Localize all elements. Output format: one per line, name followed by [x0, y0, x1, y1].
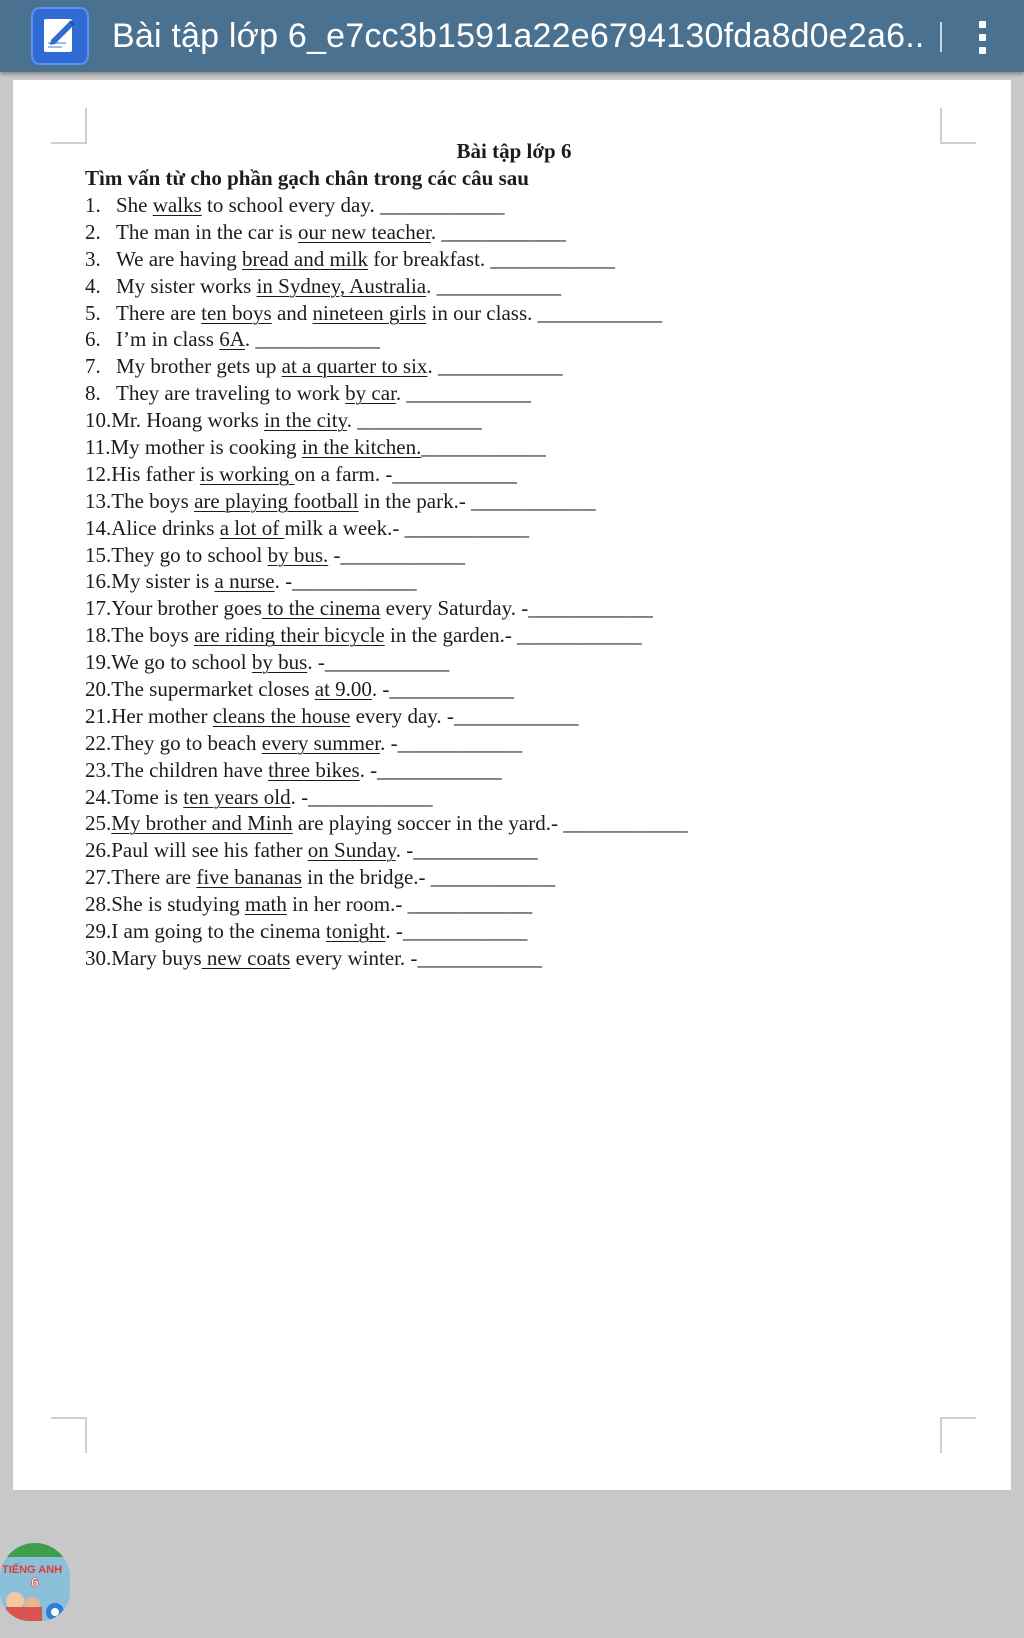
question-number: 11.: [85, 435, 111, 460]
underlined-phrase: at a quarter to six: [281, 354, 428, 379]
question-number: 20.: [85, 677, 112, 702]
question-number: 22.: [85, 730, 112, 755]
question-text: Paul will see his father: [111, 838, 308, 863]
question-item: [85, 461, 965, 488]
more-vertical-icon[interactable]: [968, 14, 998, 60]
question-item: [85, 784, 965, 811]
question-text: .: [346, 408, 358, 433]
question-number: 14.: [85, 515, 112, 540]
underlined-phrase: to the cinema: [261, 596, 381, 621]
question-text: The boys: [111, 623, 195, 648]
question-text: .: [244, 327, 256, 352]
question-text: .: [426, 273, 437, 298]
document-body: [85, 138, 965, 972]
pencil-edit-icon[interactable]: [31, 7, 89, 65]
answer-blank: _____________: [357, 408, 481, 433]
question-text: Alice drinks: [111, 515, 220, 540]
question-text: every Saturday. -: [380, 596, 529, 621]
underlined-phrase: new coats: [201, 945, 291, 970]
question-item: [85, 192, 965, 219]
page-title: Bài tập lớp 6: [456, 139, 572, 163]
answer-blank: _____________: [430, 865, 555, 890]
question-item: [85, 380, 965, 407]
underlined-phrase: by car: [345, 381, 396, 406]
question-number: 7.: [85, 354, 101, 379]
question-item: [85, 649, 965, 676]
question-text: on a farm. -: [294, 461, 393, 486]
crop-mark-bottom-right: [940, 1417, 976, 1453]
underlined-phrase: a lot of: [219, 515, 285, 540]
underlined-phrase: by bus.: [267, 542, 329, 567]
question-text: in our class.: [426, 300, 538, 325]
answer-blank: _____________: [471, 488, 595, 513]
underlined-phrase: every summer: [261, 730, 381, 755]
answer-blank: _____________: [308, 784, 432, 809]
question-number: 23.: [85, 757, 112, 782]
answer-blank: _____________: [292, 569, 416, 594]
question-text: She is studying: [111, 892, 245, 917]
question-number: 28.: [85, 892, 112, 917]
question-item: [85, 676, 965, 703]
answer-blank: _____________: [528, 596, 652, 621]
answer-blank: _____________: [255, 327, 379, 352]
answer-blank: _____________: [402, 919, 527, 944]
question-text: She: [116, 193, 153, 217]
answer-blank: _____________: [517, 623, 641, 648]
question-text: in the park.-: [358, 488, 472, 513]
top-app-bar: [0, 0, 1024, 72]
question-item: [85, 488, 965, 515]
answer-blank: _____________: [417, 945, 541, 970]
question-item: [85, 542, 965, 569]
question-text: to school every day.: [201, 193, 381, 217]
question-text: Mary buys: [111, 945, 202, 970]
question-text: The supermarket closes: [111, 677, 315, 702]
question-text: in the bridge.-: [301, 865, 431, 890]
question-text: I’m in class: [116, 327, 220, 352]
answer-blank: _____________: [397, 730, 522, 755]
question-text: and: [271, 300, 313, 325]
underlined-phrase: in the city: [264, 408, 347, 433]
document-title: Bài tập lớp 6_e7cc3b1591a22e6794130fda8d0e2a6..: [112, 17, 925, 55]
question-item: [85, 434, 965, 461]
question-text: are playing soccer in the yard.-: [292, 811, 564, 836]
answer-blank: _____________: [537, 300, 662, 325]
question-number: 4.: [85, 273, 101, 298]
answer-blank: _____________: [413, 838, 537, 863]
question-text: milk a week.-: [284, 515, 405, 540]
question-number: 16.: [85, 569, 112, 594]
question-item: [85, 837, 965, 864]
question-text: There are: [111, 865, 197, 890]
question-item: [85, 918, 965, 945]
document-page[interactable]: [13, 80, 1011, 1490]
answer-blank: _____________: [437, 354, 562, 379]
question-text: -: [328, 542, 341, 567]
underlined-phrase: math: [244, 892, 287, 917]
question-item: [85, 864, 965, 891]
question-list: [85, 192, 965, 972]
underlined-phrase: walks: [152, 193, 202, 217]
question-text: They go to school: [111, 542, 268, 567]
underlined-phrase: are riding their bicycle: [194, 623, 385, 648]
question-number: 13.: [85, 488, 112, 513]
underlined-phrase: in Sydney, Australia: [256, 273, 427, 298]
answer-blank: _____________: [563, 811, 687, 836]
underlined-phrase: our new teacher: [297, 219, 431, 244]
question-text: We are having: [116, 246, 242, 271]
question-item: [85, 515, 965, 542]
question-text: . -: [290, 784, 309, 809]
underlined-phrase: three bikes: [268, 757, 360, 782]
underlined-phrase: five bananas: [196, 865, 302, 890]
question-text: . -: [274, 569, 293, 594]
underlined-phrase: ten years old: [183, 784, 291, 809]
underlined-phrase: bread and milk: [242, 246, 368, 271]
answer-blank: _____________: [406, 381, 530, 406]
question-number: 8.: [85, 381, 101, 406]
question-item: [85, 730, 965, 757]
question-text: We go to school: [111, 650, 252, 675]
question-text: My sister works: [116, 273, 257, 298]
answer-blank: _____________: [407, 892, 532, 917]
underlined-phrase: by bus: [251, 650, 308, 675]
question-number: 17.: [85, 596, 112, 621]
question-item: [85, 407, 965, 434]
question-text: They are traveling to work: [116, 381, 346, 406]
question-item: [85, 353, 965, 380]
answer-blank: _____________: [404, 515, 529, 540]
question-text: . -: [371, 677, 390, 702]
textbook-cover-thumbnail[interactable]: [0, 1543, 70, 1621]
question-item: [85, 326, 965, 353]
question-text: every winter. -: [290, 945, 418, 970]
question-item: [85, 810, 965, 837]
question-number: 29.: [85, 919, 112, 944]
question-text: My sister is: [111, 569, 215, 594]
question-text: . -: [380, 730, 398, 755]
answer-blank: _____________: [453, 703, 578, 728]
question-item: [85, 703, 965, 730]
question-item: [85, 219, 965, 246]
question-text: Tome is: [111, 784, 184, 809]
question-item: [85, 273, 965, 300]
question-text: I am going to the cinema: [111, 919, 326, 944]
question-number: 2.: [85, 219, 101, 244]
answer-blank: _____________: [389, 677, 513, 702]
question-number: 19.: [85, 650, 112, 675]
question-item: [85, 622, 965, 649]
question-number: 10.: [85, 408, 112, 433]
crop-mark-bottom-left: [51, 1417, 87, 1453]
question-text: . -: [395, 838, 414, 863]
question-number: 25.: [85, 811, 112, 836]
answer-blank: _____________: [441, 219, 565, 244]
underlined-phrase: tonight: [325, 919, 386, 944]
question-number: 5.: [85, 300, 101, 325]
underlined-phrase: 6A: [219, 327, 245, 352]
underlined-phrase: cleans the house: [212, 703, 351, 728]
question-number: 26.: [85, 838, 112, 863]
question-text: The children have: [111, 757, 269, 782]
question-text: Her mother: [111, 703, 213, 728]
answer-blank: _____________: [421, 435, 545, 460]
question-text: . -: [359, 757, 378, 782]
question-text: Your brother goes: [111, 596, 262, 621]
underlined-phrase: on Sunday: [307, 838, 396, 863]
question-text: The man in the car is: [116, 219, 298, 244]
question-text: in the garden.-: [384, 623, 518, 648]
question-number: 27.: [85, 865, 112, 890]
answer-blank: _____________: [380, 193, 504, 217]
crop-mark-top-left: [51, 108, 87, 144]
answer-blank: _____________: [340, 542, 464, 567]
underlined-phrase: nineteen girls: [312, 300, 427, 325]
toolbar-divider: [940, 22, 942, 52]
question-item: [85, 891, 965, 918]
question-text: .: [430, 219, 442, 244]
question-text: .: [395, 381, 407, 406]
question-text: every day. -: [350, 703, 454, 728]
question-text: They go to beach: [111, 730, 262, 755]
question-text: . -: [307, 650, 325, 675]
underlined-phrase: in the kitchen.: [301, 435, 422, 460]
question-number: 6.: [85, 327, 101, 352]
thumbnail-label: TIẾNG ANH: [2, 1564, 63, 1576]
question-text: in her room.-: [286, 892, 408, 917]
question-number: 21.: [85, 703, 112, 728]
question-number: 1.: [85, 193, 101, 217]
question-number: 3.: [85, 246, 101, 271]
question-item: [85, 300, 965, 327]
question-text: The boys: [111, 488, 195, 513]
question-text: My brother gets up: [116, 354, 282, 379]
underlined-phrase: My brother and Minh: [111, 811, 293, 836]
answer-blank: _____________: [490, 246, 614, 271]
question-item: [85, 568, 965, 595]
underlined-phrase: is working: [199, 461, 295, 486]
answer-blank: _____________: [377, 757, 501, 782]
question-text: His father: [111, 461, 200, 486]
instruction-heading: Tìm vấn từ cho phần gạch chân trong các câu sau: [85, 166, 529, 190]
answer-blank: _____________: [324, 650, 449, 675]
question-text: . -: [385, 919, 403, 944]
underlined-phrase: a nurse: [214, 569, 275, 594]
question-number: 15.: [85, 542, 112, 567]
thumbnail-grade: 6: [31, 1574, 39, 1590]
question-text: for breakfast.: [367, 246, 491, 271]
answer-blank: _____________: [392, 461, 516, 486]
underlined-phrase: are playing football: [194, 488, 359, 513]
question-text: Mr. Hoang works: [111, 408, 265, 433]
answer-blank: _____________: [436, 273, 561, 298]
question-item: [85, 945, 965, 972]
question-number: 12.: [85, 461, 112, 486]
question-text: .: [427, 354, 438, 379]
question-item: [85, 246, 965, 273]
question-item: [85, 757, 965, 784]
question-number: 30.: [85, 945, 112, 970]
underlined-phrase: ten boys: [201, 300, 272, 325]
question-number: 18.: [85, 623, 112, 648]
underlined-phrase: at 9.00: [314, 677, 372, 702]
question-text: There are: [116, 300, 202, 325]
question-text: My mother is cooking: [110, 435, 302, 460]
question-item: [85, 595, 965, 622]
question-number: 24.: [85, 784, 112, 809]
